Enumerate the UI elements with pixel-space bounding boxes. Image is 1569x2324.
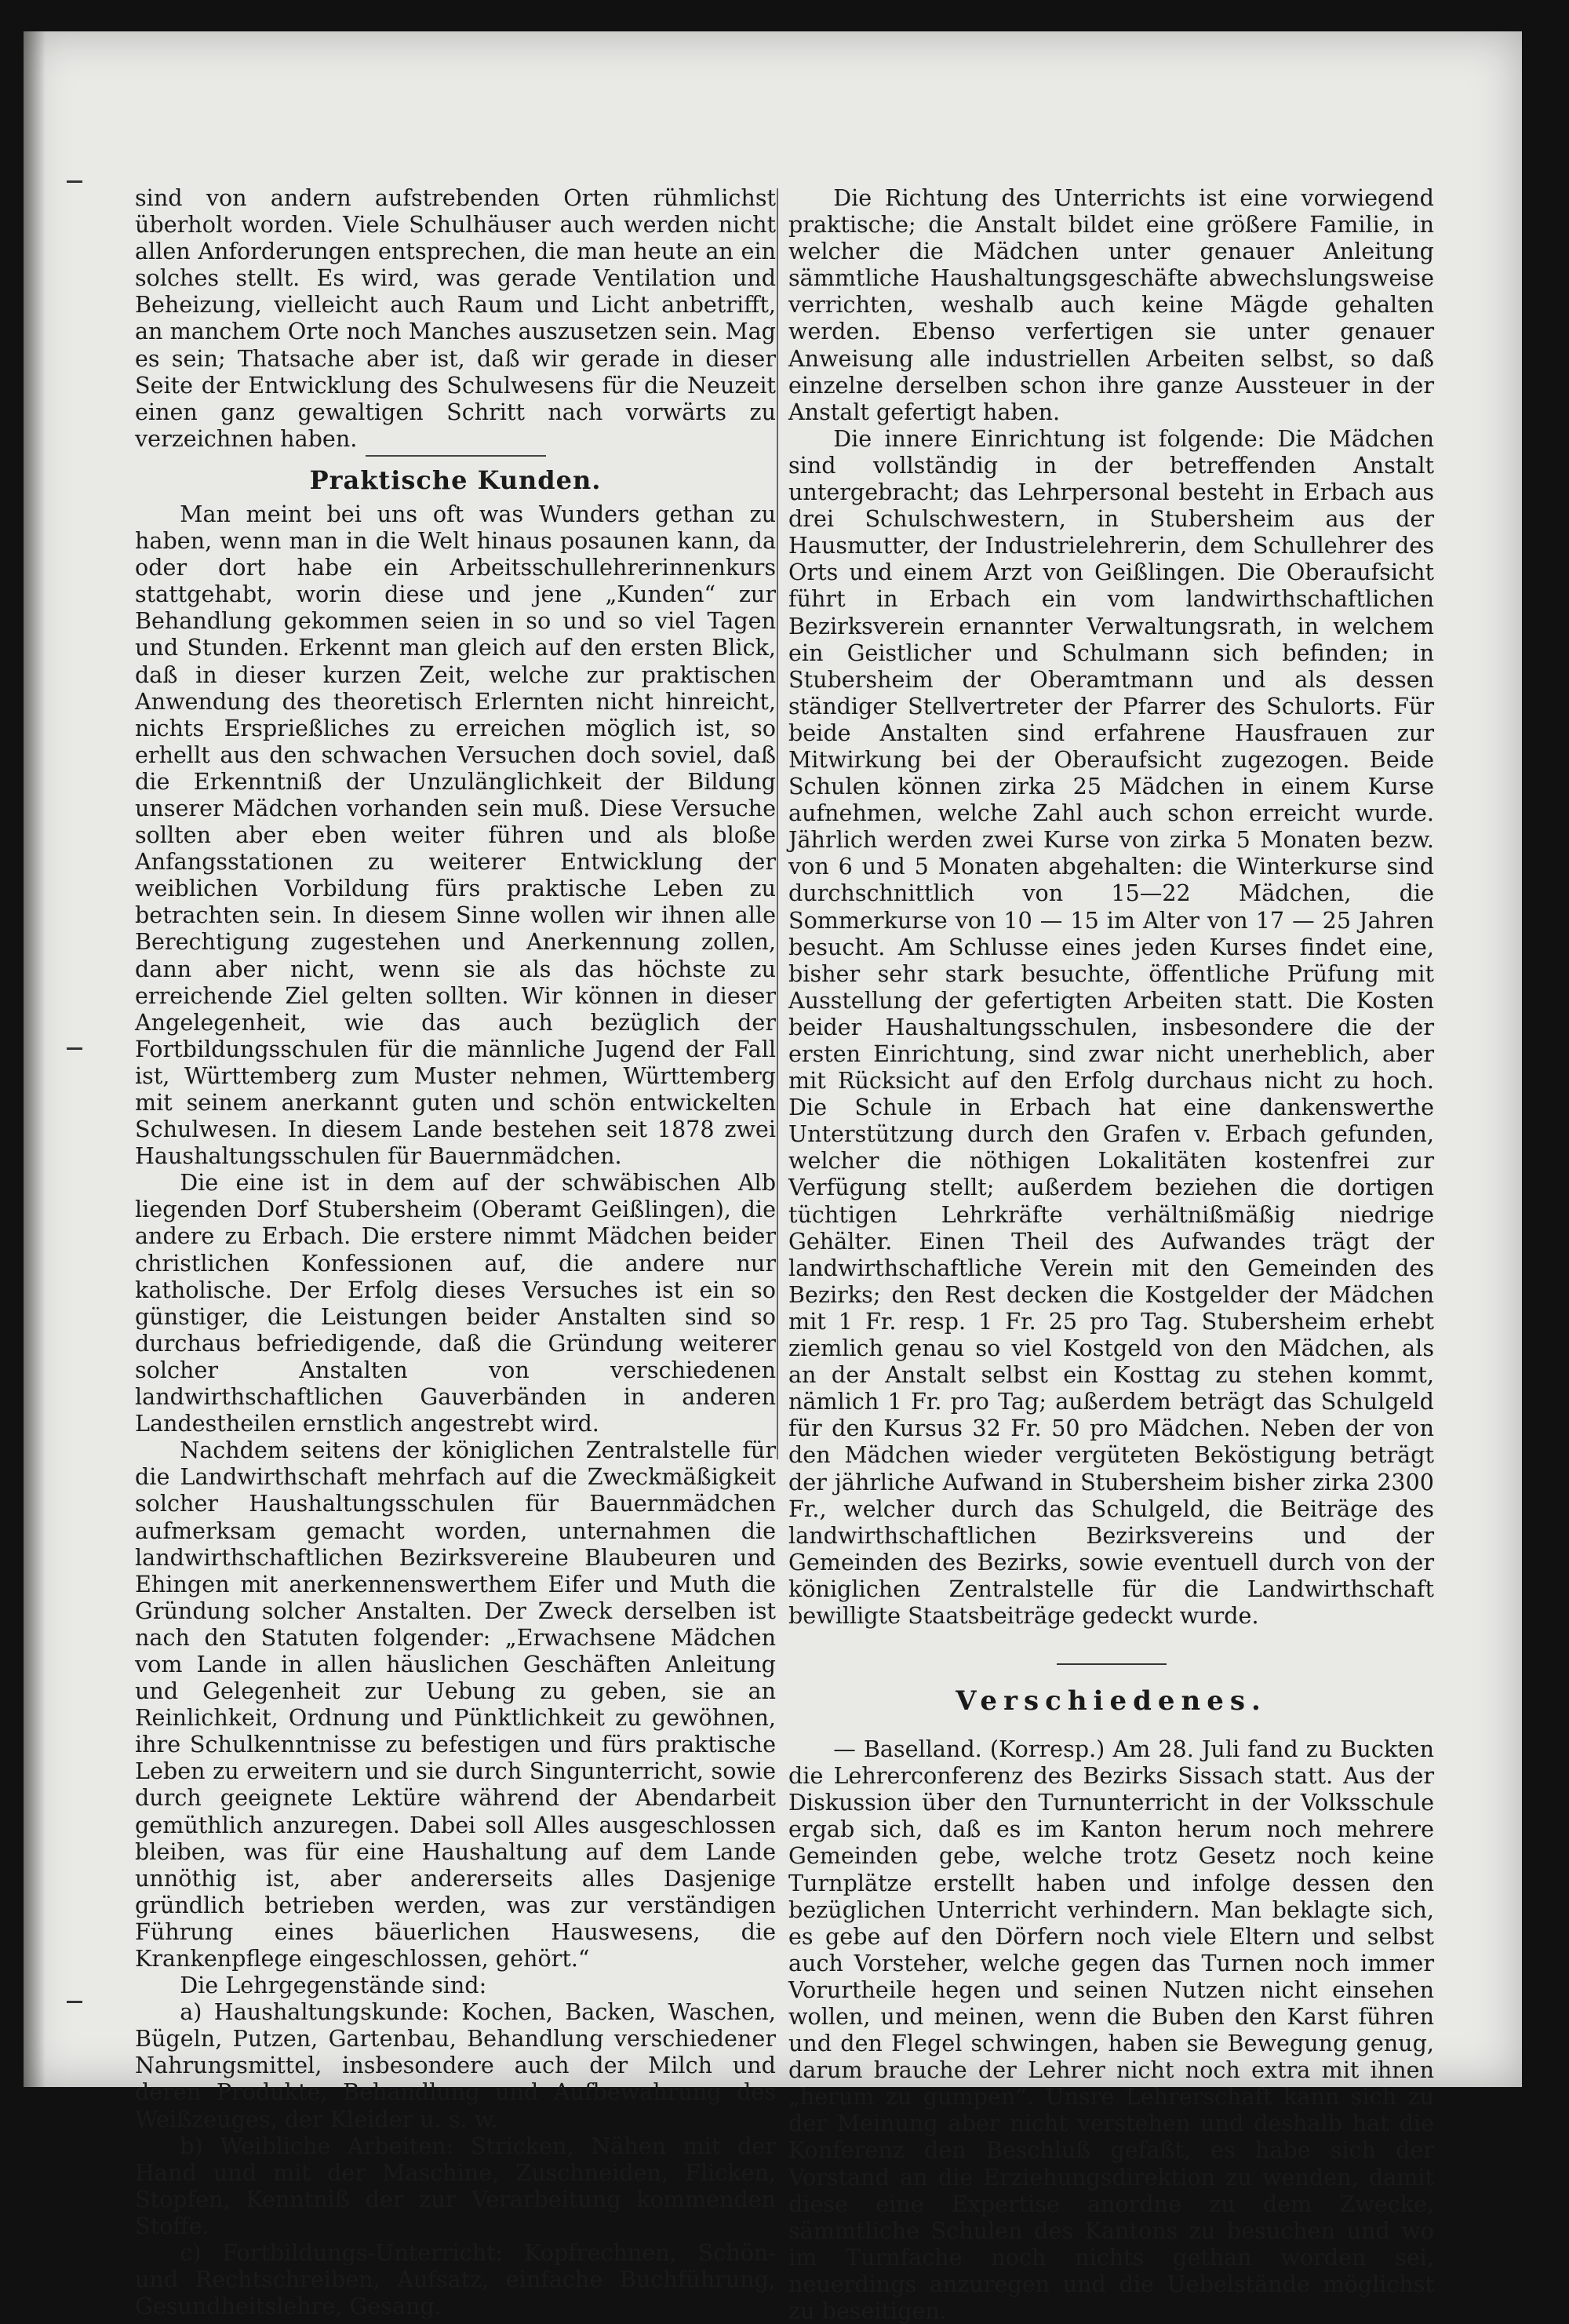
article-heading-praktische-kunden: Praktische Kunden. [309, 464, 602, 495]
list-item-fortbildungs-unterricht: c) Fortbildungs-Unterricht: Kopfrechnen, Schön- und Rechtschreiben, Aufsatz, einfache Buchführung, Gesundheitslehre, Gesang. [135, 2239, 776, 2320]
section-heading-verschiedenes: Verschiedenes. [956, 1685, 1267, 1718]
margin-mark-middle [67, 1047, 82, 1050]
left-column [135, 184, 776, 2319]
right-column [788, 184, 1434, 2324]
section-rule [1057, 1663, 1167, 1665]
margin-mark-bottom [67, 2001, 82, 2003]
column-divider [777, 188, 778, 1459]
list-item-weibliche-arbeiten: b) Weibliche Arbeiten: Stricken, Nähen mit der Hand und mit der Maschine, Zuschneiden, Flicken, Stopfen, Kenntniß der zur Verarbeitung kommenden Stoffe. [135, 2132, 776, 2239]
margin-mark-top [67, 180, 82, 183]
newspaper-page [24, 31, 1522, 2324]
paragraph-kunden: Man meint bei uns oft was Wunders gethan zu haben, wenn man in die Welt hinaus posaunen kann, da oder dort habe ein Arbeitsschullehrerinnenkurs stattgehabt, worin diese und jene „Kunden“ zur Behandlung gekommen seien in so und so viel Tagen und Stunden. Erkennt man gleich auf den ersten Blick, daß in dieser kurzen Zeit, welche zur praktischen Anwendung des theoretisch Erlernten nicht hinreicht, nichts Ersprießliches zu erreichen möglich ist, so erhellt aus den schwachen Versuchen doch soviel, daß die Erkenntniß der Unzulänglichkeit der Bildung unserer Mädchen vorhanden sein muß. Diese Versuche sollten aber eben weiter führen und als bloße Anfangsstationen zu weiterer Entwicklung der weiblichen Vorbildung fürs praktische Leben zu betrachten sein. In diesem Sinne wollen wir ihnen alle Berechtigung zugestehen und Anerkennung zollen, dann aber nicht, wenn sie als das höchste zu erreichende Ziel gelten sollten. Wir können in dieser Angelegenheit, wie das auch bezüglich der Fortbildungsschulen für die männliche Jugend der Fall ist, Württemberg zum Muster nehmen, Württemberg mit seinem anerkannt guten und schön entwickelten Schulwesen. In diesem Lande bestehen seit 1878 zwei Haushaltungsschulen für Bauernmädchen. [135, 500, 776, 1170]
paragraph-baselland: — Baselland. (Korresp.) Am 28. Juli fand zu Buckten die Lehrerconferenz des Bezirks Sissach statt. Aus der Diskussion über den Turnunterricht in der Volksschule ergab sich, daß es im Kanton herum noch mehrere Gemeinden gebe, welche trotz Gesetz noch keine Turnplätze erstellt haben und infolge dessen den bezüglichen Unterricht verhindern. Man beklagte sich, es gebe auf den Dörfern noch viele Eltern und selbst auch Vorsteher, welche gegen das Turnen noch immer Vorurtheile hegen und seinen Nutzen nicht einsehen wollen, und meinen, wenn die Buben den Karst führen und den Flegel schwingen, haben sie Bewegung genug, darum brauche der Lehrer nicht noch extra mit ihnen „herum zu gumpen“. Unsre Lehrerschaft kann sich zu der Meinung aber nicht verstehen und deshalb hat die Konferenz den Beschluß gefaßt, es habe sich der Vorstand an die Erziehungsdirektion zu wenden, damit diese eine Expertise anordne zu dem Zwecke, sämmtliche Schulen des Kantons zu besuchen und wo im Turnfache noch nichts gethan worden sei, neuerdings anzuregen und die Uebelstände möglichst zu beseitigen. [788, 1736, 1434, 2324]
heading-rule [366, 455, 546, 457]
paragraph-lehrgegenstaende: Die Lehrgegenstände sind: [180, 1972, 487, 1999]
paragraph-schulwesen: sind von andern aufstrebenden Orten rühmlichst überholt worden. Viele Schulhäuser auch werden nicht allen Anforderungen entsprechen, die man heute an ein solches stellt. Es wird, was gerade Ventilation und Beheizung, vielleicht auch Raum und Licht anbetrifft, an manchem Orte noch Manches auszusetzen sein. Mag es sein; Thatsache aber ist, daß wir gerade in dieser Seite der Entwicklung des Schulwesens für die Neuzeit einen ganz gewaltigen Schritt nach vorwärts zu verzeichnen haben. [135, 184, 776, 452]
page-edge-shadow [24, 31, 46, 2087]
paragraph-richtung: Die Richtung des Unterrichts ist eine vorwiegend praktische; die Anstalt bildet eine größere Familie, in welcher die Mädchen unter genauer Anleitung sämmtliche Haushaltungsgeschäfte abwechslungsweise verrichten, weshalb auch keine Mägde gehalten werden. Ebenso verfertigen sie unter genauer Anweisung alle industriellen Arbeiten selbst, so daß einzelne derselben schon ihre ganze Aussteuer in der Anstalt gefertigt haben. [788, 184, 1434, 425]
paragraph-stubersheim: Die eine ist in dem auf der schwäbischen Alb liegenden Dorf Stubersheim (Oberamt Geißlingen), die andere zu Erbach. Die erstere nimmt Mädchen beider christlichen Konfessionen auf, die andere nur katholische. Der Erfolg dieses Versuches ist ein so günstiger, die Leistungen beider Anstalten sind so durchaus befriedigende, daß die Gründung weiterer solcher Anstalten von verschiedenen landwirthschaftlichen Gauverbänden in anderen Landestheilen ernstlich angestrebt wird. [135, 1169, 776, 1437]
list-item-haushaltungskunde: a) Haushaltungskunde: Kochen, Backen, Waschen, Bügeln, Putzen, Gartenbau, Behandlung verschiedener Nahrungsmittel, insbesondere auch der Milch und deren Produkte, Behandlung und Aufbewahrung des Weißzeuges, der Kleider u. s. w. [135, 1998, 776, 2133]
paragraph-zentralstelle: Nachdem seitens der königlichen Zentralstelle für die Landwirthschaft mehrfach auf die Zweckmäßigkeit solcher Haushaltungsschulen für Bauernmädchen aufmerksam gemacht worden, unternahmen die landwirthschaftlichen Bezirksvereine Blaubeuren und Ehingen mit anerkennenswerthem Eifer und Muth die Gründung solcher Anstalten. Der Zweck derselben ist nach den Statuten folgender: „Erwachsene Mädchen vom Lande in allen häuslichen Geschäften Anleitung und Gelegenheit zur Uebung zu geben, sie an Reinlichkeit, Ordnung und Pünktlichkeit zu gewöhnen, ihre Schulkenntnisse zu befestigen und fürs praktische Leben zu erweitern und sie durch Singunterricht, sowie durch geeignete Lektüre während der Abendarbeit gemüthlich anzuregen. Dabei soll Alles ausgeschlossen bleiben, was für eine Haushaltung auf dem Lande unnöthig ist, aber andererseits alles Dasjenige gründlich betrieben werden, was zur verständigen Führung eines bäuerlichen Hauswesens, die Krankenpflege eingeschlossen, gehört.“ [135, 1437, 776, 1972]
paragraph-einrichtung: Die innere Einrichtung ist folgende: Die Mädchen sind vollständig in der betreffenden Anstalt untergebracht; das Lehrpersonal besteht in Erbach aus drei Schulschwestern, in Stubersheim aus der Hausmutter, der Industrielehrerin, dem Schullehrer des Orts und einem Arzt von Geißlingen. Die Oberaufsicht führt in Erbach ein vom landwirthschaftlichen Bezirksverein ernannter Verwaltungsrath, in welchem ein Geistlicher und Schulmann sich befinden; in Stubersheim der Oberamtmann und als dessen ständiger Stellvertreter der Pfarrer des Schulorts. Für beide Anstalten sind erfahrene Hausfrauen zur Mitwirkung bei der Oberaufsicht zugezogen. Beide Schulen können zirka 25 Mädchen in einem Kurse aufnehmen, welche Zahl auch schon erreicht wurde. Jährlich werden zwei Kurse von zirka 5 Monaten bezw. von 6 und 5 Monaten abgehalten: die Winterkurse sind durchschnittlich von 15—22 Mädchen, die Sommerkurse von 10 — 15 im Alter von 17 — 25 Jahren besucht. Am Schlusse eines jeden Kurses findet eine, bisher sehr stark besuchte, öffentliche Prüfung mit Ausstellung der gefertigten Arbeiten statt. Die Kosten beider Haushaltungsschulen, insbesondere die der ersten Einrichtung, sind zwar nicht unerheblich, aber mit Rücksicht auf den Erfolg durchaus nicht zu hoch. Die Schule in Erbach hat eine dankenswerthe Unterstützung durch den Grafen v. Erbach gefunden, welcher die nöthigen Lokalitäten kostenfrei zur Verfügung stellt; außerdem beziehen die dortigen tüchtigen Lehrkräfte verhältnißmäßig niedrige Gehälter. Einen Theil des Aufwandes trägt der landwirthschaftliche Verein mit den Gemeinden des Bezirks; den Rest decken die Kostgelder der Mädchen mit 1 Fr. resp. 1 Fr. 25 pro Tag. Stubersheim erhebt ziemlich genau so viel Kostgeld von den Mädchen, als an der Anstalt selbst ein Kosttag zu stehen kommt, nämlich 1 Fr. pro Tag; außerdem beträgt das Schulgeld für den Kursus 32 Fr. 50 pro Mädchen. Neben der von den Mädchen wieder vergüteten Beköstigung beträgt der jährliche Aufwand in Stubersheim bisher zirka 2300 Fr., welcher durch das Schulgeld, die Beiträge des landwirthschaftlichen Bezirksvereins und der Gemeinden des Bezirks, sowie eventuell durch von der königlichen Zentralstelle für die Landwirthschaft bewilligte Staatsbeiträge gedeckt wurde. [788, 424, 1434, 1629]
